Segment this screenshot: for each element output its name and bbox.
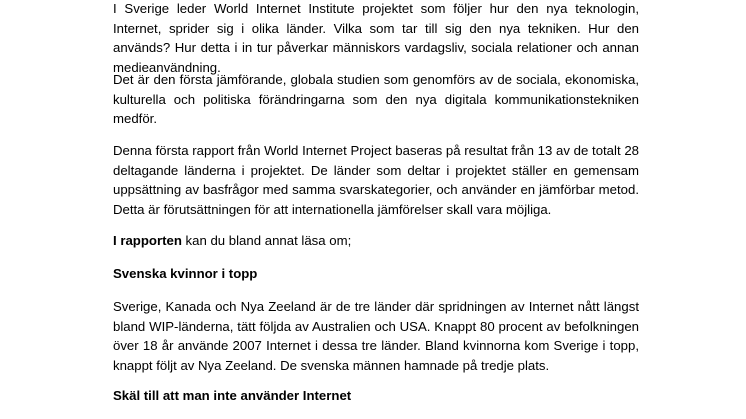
women-paragraph: Sverige, Kanada och Nya Zeeland är de tre länder där spridningen av Internet nått längst bland WIP-länderna, tätt följda av Australien och USA. Knappt 80 procent av befolkningen över 18 år använde 2007 Internet i dessa tre länder. Bland kvinnorna kom Sverige i topp, knappt följt av Nya Zeeland. De svenska männen hamnade på tredje plats. [113,299,639,373]
study-paragraph: Det är den första jämförande, globala studien som genomförs av de sociala, ekonomiska, kulturella och politiska förändringarna som den nya digitala kommunikationstekniken medför. [113,72,639,126]
intro-paragraph: I Sverige leder World Internet Institute projektet som följer hur den nya teknologin, Internet, sprider sig i olika länder. Vilka som tar till sig den nya tekniken. Hur den används? Hur detta i in tur påverkar människors vardagsliv, sociala relationer och annan medieanvändning. [113,1,639,75]
section-heading-reasons: Skäl till att man inte använder Internet [113,388,352,403]
report-contents-lead: I rapporten [113,233,182,248]
report-paragraph: Denna första rapport från World Internet Project baseras på resultat från 13 av de totalt 28 deltagande länderna i projektet. De länder som deltar i projektet ställer en gemensam uppsättning av basfrågor med samma svarskategorier, och använder en jämförbar metod. Detta är förutsättningen för att internationella jämförelser skall vara möjliga. [113,143,639,217]
section-heading-women: Svenska kvinnor i topp [113,266,258,281]
report-contents-rest: kan du bland annat läsa om; [181,233,352,248]
report-contents-paragraph [113,231,639,251]
